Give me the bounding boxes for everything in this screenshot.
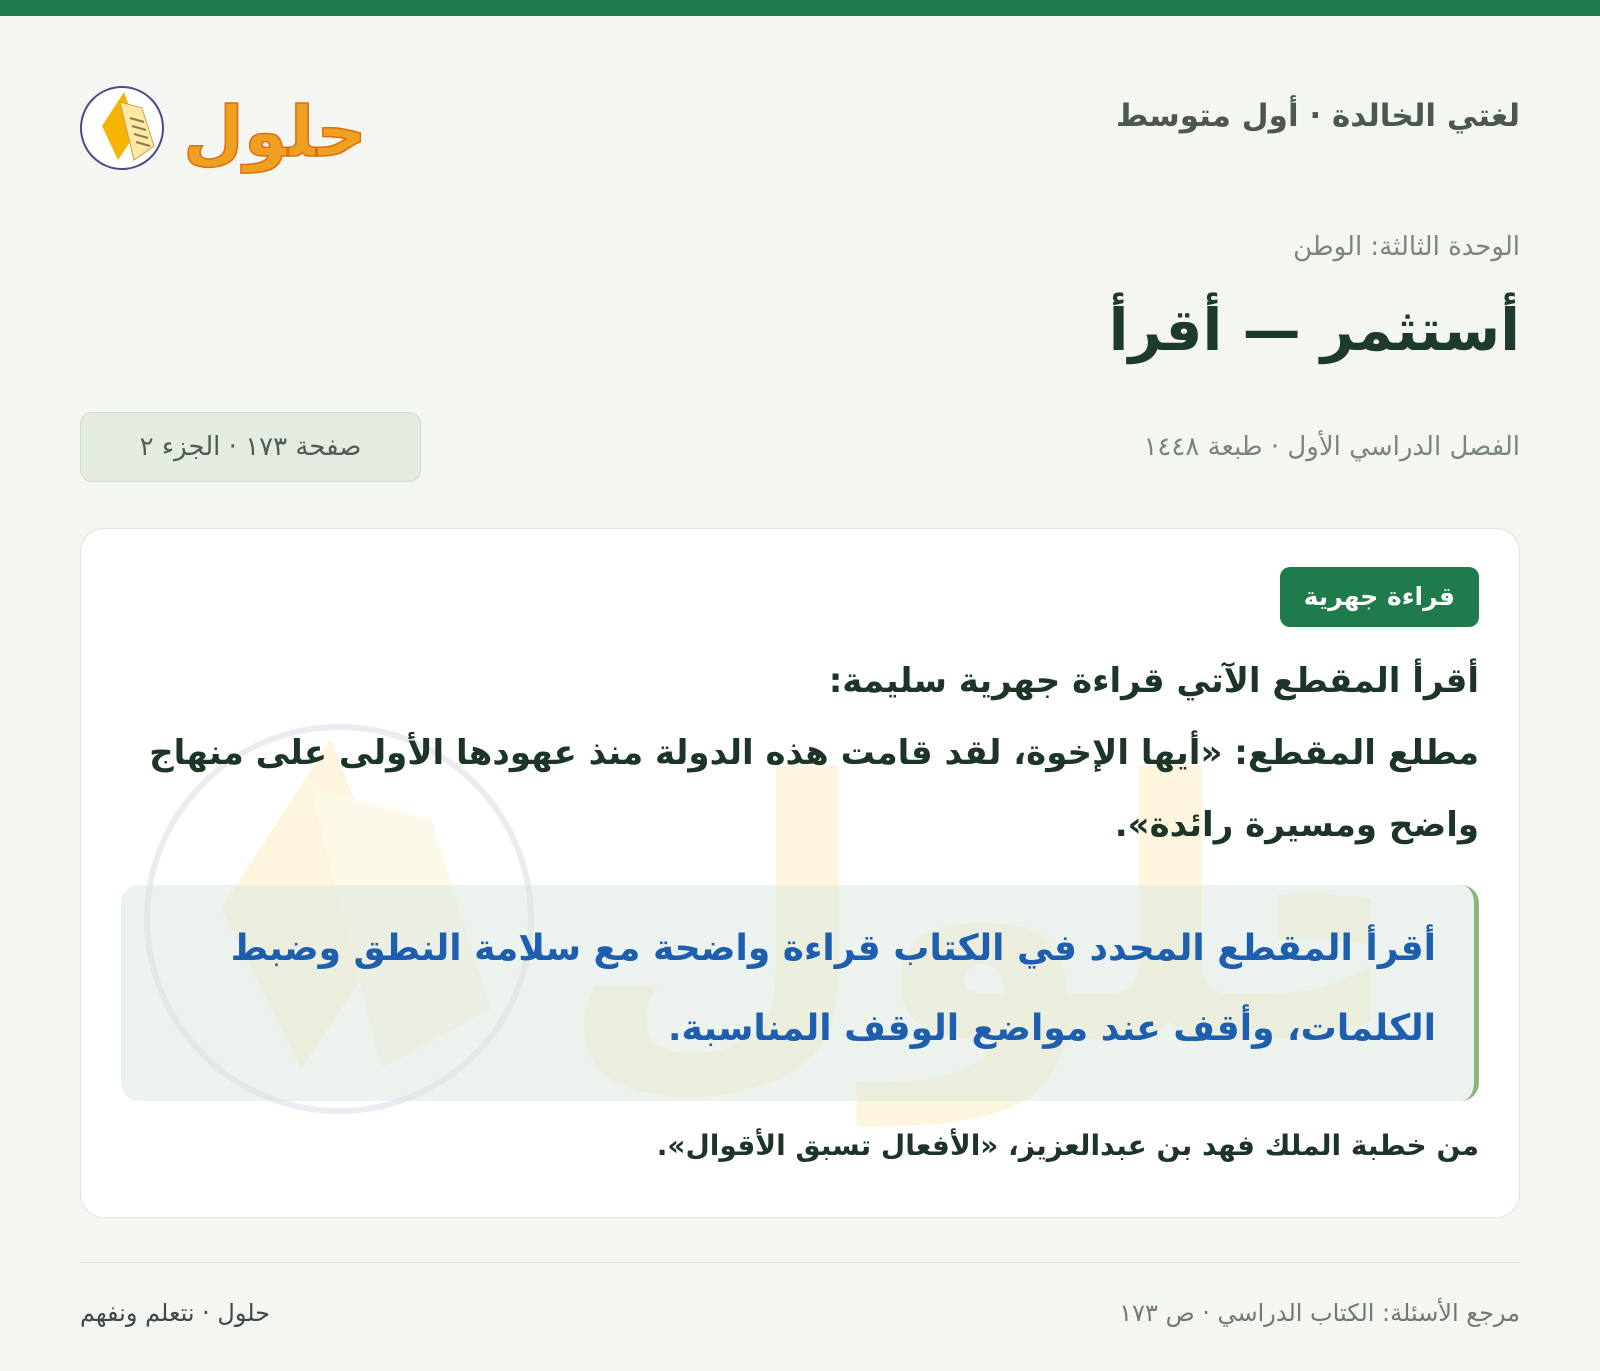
answer-text: أقرأ المقطع المحدد في الكتاب قراءة واضحة مع سلامة النطق وضبط الكلمات، وأقف عند مواضع الوقف المناسبة.: [230, 928, 1436, 1049]
question-text: [149, 645, 1479, 861]
reading-type-badge: قراءة جهرية: [1280, 567, 1479, 627]
subject-title: لغتي الخالدة · أول متوسط: [1116, 98, 1520, 134]
lesson-title: أستثمر — أقرأ: [1108, 296, 1520, 364]
question-instruction: أقرأ المقطع الآتي قراءة جهرية سليمة:: [828, 661, 1479, 701]
header: [80, 68, 1520, 178]
semester-info: الفصل الدراسي الأول · طبعة ١٤٤٨: [1143, 432, 1520, 462]
unit-label: الوحدة الثالثة: الوطن: [1293, 232, 1520, 262]
question-card: [80, 528, 1520, 1218]
answer-box: [121, 885, 1479, 1101]
page: [0, 16, 1600, 1371]
footer-divider: [80, 1262, 1520, 1263]
logo-wordmark: حلول: [183, 91, 367, 173]
book-emblem-icon: [81, 87, 163, 169]
brand-logo[interactable]: [80, 68, 370, 178]
page-reference-chip: صفحة ١٧٣ · الجزء ٢: [80, 412, 421, 482]
passage-source: من خطبة الملك فهد بن عبدالعزيز، «الأفعال تسبق الأقوال».: [656, 1129, 1479, 1162]
passage-opening: مطلع المقطع: «أيها الإخوة، لقد قامت هذه الدولة منذ عهودها الأولى على منهاج واضح ومسيرة رائدة».: [149, 733, 1479, 845]
top-accent-bar: [0, 0, 1600, 16]
footer-brand[interactable]: حلول · نتعلم ونفهم: [80, 1299, 270, 1327]
footer-reference: مرجع الأسئلة: الكتاب الدراسي · ص ١٧٣: [1119, 1299, 1520, 1327]
